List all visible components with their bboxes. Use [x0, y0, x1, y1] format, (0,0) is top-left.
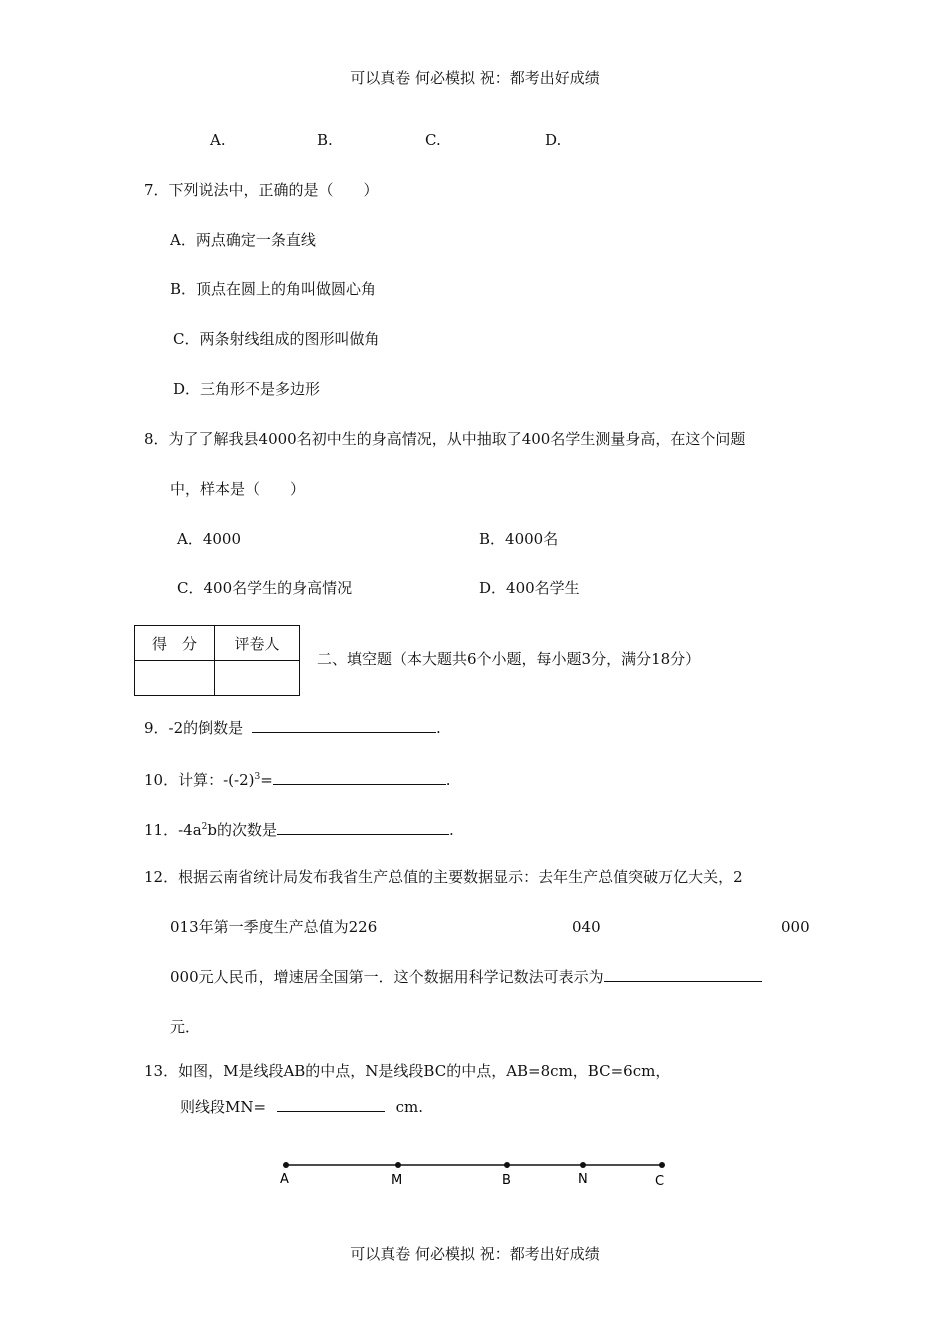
label-m: M	[391, 1173, 403, 1188]
q11-answer-blank[interactable]	[277, 820, 449, 835]
q11-pre: 11．-4a	[144, 821, 202, 839]
q11-post: b的次数是	[207, 821, 277, 839]
q11-end: .	[449, 821, 454, 839]
point-b	[504, 1162, 510, 1168]
q10-equals: =	[260, 771, 273, 789]
q8-option-b: B．4000名	[479, 530, 559, 548]
q6-option-a: A.	[210, 131, 226, 149]
score-table	[134, 625, 300, 696]
q12-line2b: 040	[572, 918, 601, 936]
q13-answer-blank[interactable]	[277, 1097, 385, 1112]
q6-option-d: D.	[545, 131, 562, 149]
q7-stem: 7．下列说法中，正确的是（ ）	[144, 181, 379, 199]
point-c	[659, 1162, 665, 1168]
q9-end: .	[435, 719, 441, 737]
q12-line3	[170, 967, 762, 987]
page-header: 可以真卷 何必模拟 祝：都考出好成绩	[350, 69, 600, 87]
q8-option-d: D．400名学生	[479, 579, 580, 597]
q10	[144, 767, 451, 790]
point-m	[395, 1162, 401, 1168]
q12-line1: 12．根据云南省统计局发布我省生产总值的主要数据显示：去年生产总值突破万亿大关，2	[144, 868, 743, 886]
q9-answer-blank[interactable]	[252, 718, 436, 733]
label-n: N	[578, 1172, 588, 1187]
q12-line3-text: 000元人民币，增速居全国第一．这个数据用科学记数法可表示为	[170, 968, 604, 986]
q7-option-b: B．顶点在圆上的角叫做圆心角	[170, 280, 377, 298]
q12-line2a: 013年第一季度生产总值为226	[170, 918, 378, 936]
q13-line2-post: cm.	[395, 1098, 424, 1116]
q11	[144, 817, 454, 840]
grader-cell	[215, 661, 300, 696]
q13-line2	[180, 1097, 423, 1117]
q8-option-a: A．4000	[177, 530, 242, 548]
q12-answer-blank[interactable]	[604, 967, 762, 982]
q10-text: 10．计算：-(-2)	[144, 771, 255, 789]
q13-line2-pre: 则线段MN=	[180, 1098, 267, 1116]
q10-end: .	[445, 771, 451, 789]
q8-stem-line1: 8．为了了解我县4000名初中生的身高情况，从中抽取了400名学生测量身高，在这个问题	[144, 430, 746, 448]
q12-line2c: 000	[781, 918, 810, 936]
q6-option-c: C.	[425, 131, 441, 149]
label-a: A	[280, 1172, 289, 1187]
section2-title: 二、填空题（本大题共6个小题，每小题3分，满分18分）	[317, 650, 701, 668]
q9-text: 9．-2的倒数是	[144, 719, 244, 737]
q10-answer-blank[interactable]	[273, 770, 446, 785]
score-cell	[135, 661, 215, 696]
point-n	[580, 1162, 586, 1168]
q8-stem-line2: 中，样本是（ ）	[170, 480, 306, 498]
q7-option-a: A．两点确定一条直线	[170, 231, 316, 249]
q6-option-b: B.	[317, 131, 333, 149]
segment-figure	[270, 1150, 680, 1195]
q7-option-d: D．三角形不是多边形	[173, 380, 321, 398]
q9	[144, 718, 441, 738]
q7-option-c: C．两条射线组成的图形叫做角	[173, 330, 380, 348]
q13-line1: 13．如图，M是线段AB的中点，N是线段BC的中点，AB=8cm，BC=6cm，	[144, 1062, 671, 1080]
label-c: C	[655, 1174, 665, 1189]
page-footer: 可以真卷 何必模拟 祝：都考出好成绩	[350, 1245, 600, 1263]
label-b: B	[502, 1173, 511, 1188]
q10-exponent: 3	[254, 772, 261, 782]
q12-line4: 元．	[170, 1018, 201, 1036]
point-a	[283, 1162, 289, 1168]
q11-exponent: 2	[201, 822, 208, 832]
grader-header: 评卷人	[215, 626, 300, 661]
q8-option-c: C．400名学生的身高情况	[177, 579, 353, 597]
score-header: 得 分	[135, 626, 215, 661]
